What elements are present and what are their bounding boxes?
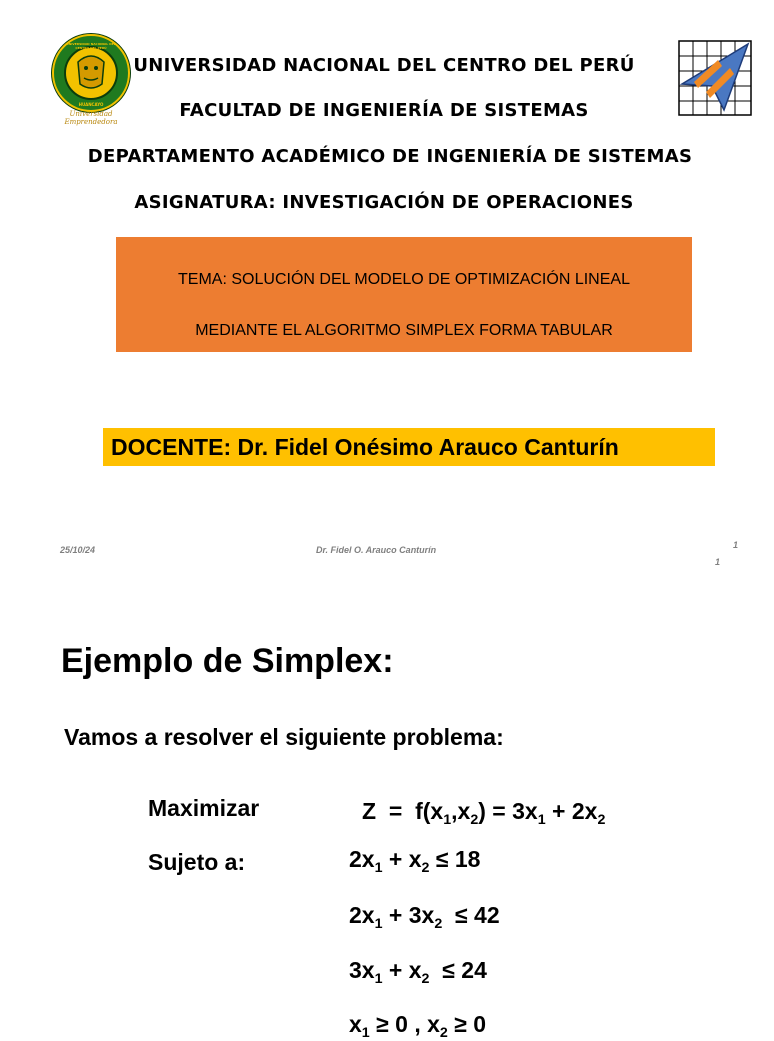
footer-date: 25/10/24 [60,545,96,555]
topic-box [116,237,692,352]
constraint-1: $2x_1 + x_2 \le 18$ [349,846,481,876]
topic-line-1: TEMA: SOLUCIÓN DEL MODELO DE OPTIMIZACIÓN LINEAL [178,271,630,288]
constraint-3: $3x_1 + x_2 \le 24$ [349,957,487,987]
lecturer-name: DOCENTE: Dr. Fidel Onésimo Arauco Canturín [111,434,619,460]
department-name: DEPARTAMENTO ACADÉMICO DE INGENIERÍA DE SISTEMAS [87,146,693,167]
objective-function: $Z = f(x_1,x_2) = 3x_1 + 2x_2$ [362,798,606,828]
non-negativity-constraint: $x_1 \ge 0$ , $x_2 \ge 0$ [349,1011,487,1041]
slide-title: Ejemplo de Simplex: [61,642,394,680]
slide-intro: Vamos a resolver el siguiente problema: [64,724,504,750]
seal-motto: Universidad Emprendedora [64,110,118,126]
constraint-2: $2x_1 + 3x_2 \le 42$ [349,902,500,932]
footer-page-number: 1 [733,540,739,550]
footer-author: Dr. Fidel O. Arauco Canturín [316,545,437,555]
university-name: UNIVERSIDAD NACIONAL DEL CENTRO DEL PERÚ [133,55,635,76]
topic-line-2: MEDIANTE EL ALGORITMO SIMPLEX FORMA TABULAR [195,322,613,339]
seal-ring-text: UNIVERSIDAD NACIONAL DEL CENTRO DEL PERÚ [66,42,116,50]
lecturer-box [103,428,715,466]
seal-bottom-text: HUANCAYO [78,102,104,107]
course-name: ASIGNATURA: INVESTIGACIÓN DE OPERACIONES [134,192,634,213]
subject-to-label: Sujeto a: [148,849,246,875]
maximize-label: Maximizar [148,795,260,821]
footer-page-number-secondary: 1 [715,557,721,567]
faculty-name: FACULTAD DE INGENIERÍA DE SISTEMAS [179,100,589,121]
